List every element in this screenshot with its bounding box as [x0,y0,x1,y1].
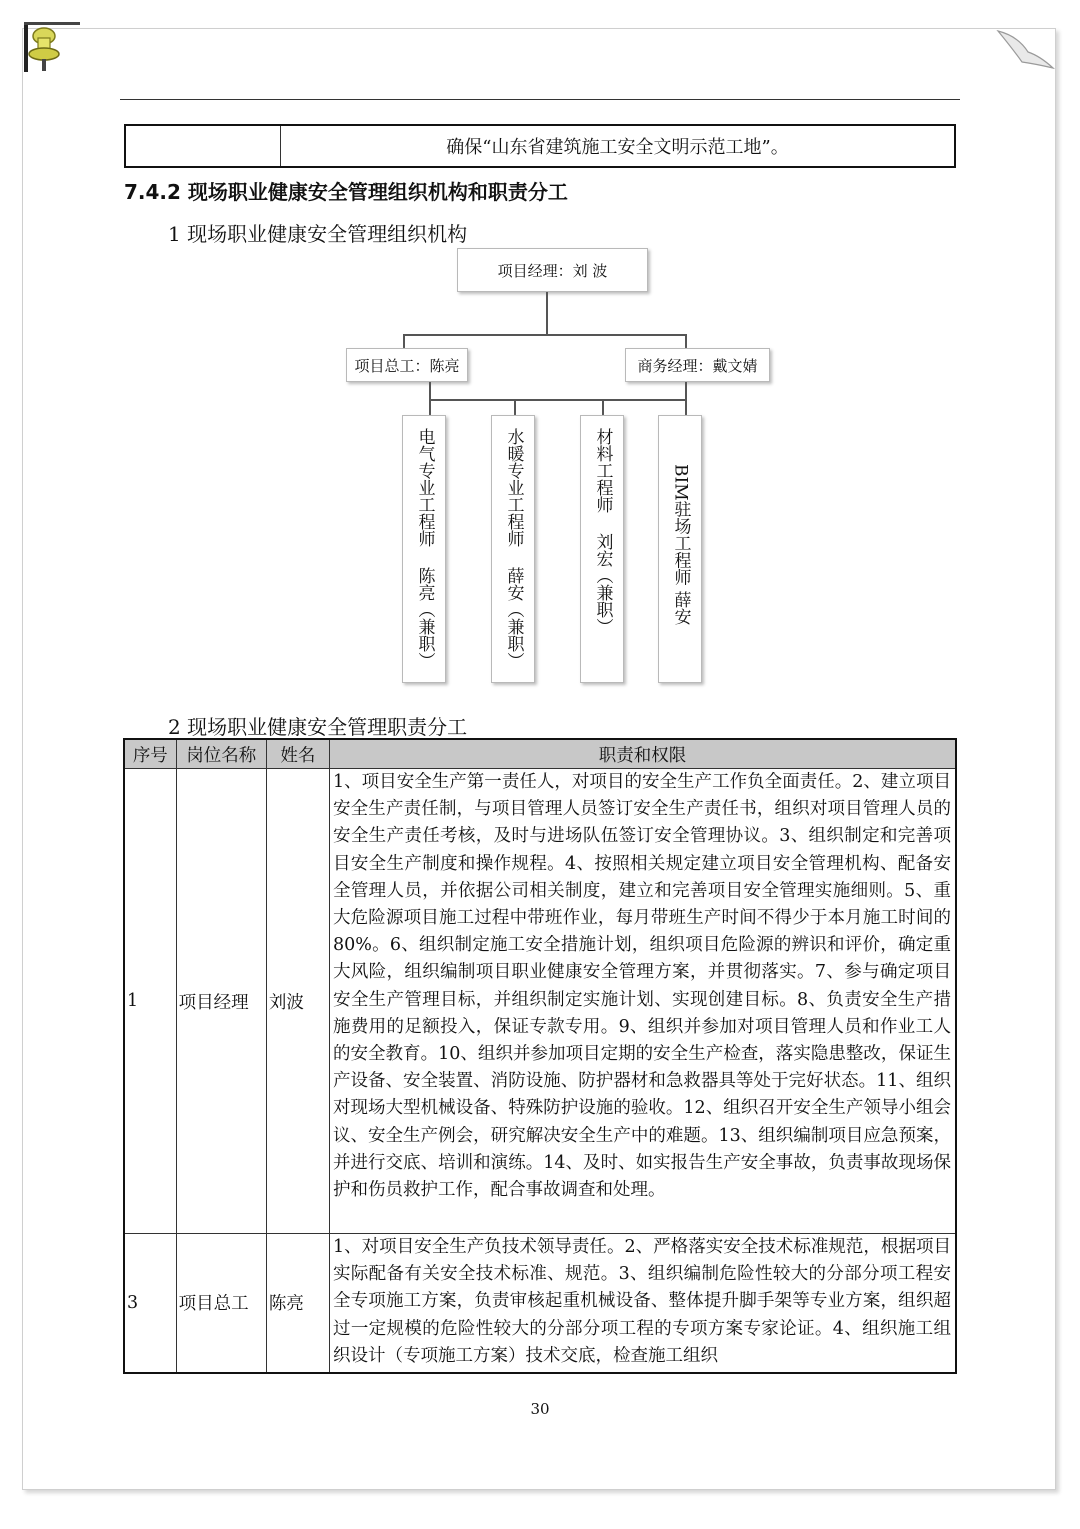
header-name: 姓名 [266,739,329,769]
org-connector [403,334,686,336]
header-no: 序号 [124,739,176,769]
org-node-materials-engineer: 材料工程师 刘宏（兼职） [580,415,624,683]
org-node-hvac-engineer: 水暖专业工程师 薛安（兼职） [491,415,535,683]
org-connector [429,399,686,401]
table-header-row [124,739,956,769]
duty-table [123,738,957,1374]
row-no: 1 [124,769,176,1234]
row-duty: 1、对项目安全生产负技术领导责任。2、严格落实安全技术标准规范，根据项目实际配备有关安全技术标准、规范。3、组织编制危险性较大的分部分项工程安全专项施工方案，负责审核起重机械设备、整体提升脚手架等专业方案，组织超过一定规模的危险性较大的分部分项工程的专项方案专家论证。4、组织施工组织设计（专项施工方案）技术交底，检查施工组织 [329,1234,956,1373]
page-number: 30 [530,1400,550,1418]
top-table-fragment [124,124,956,168]
org-connector [685,399,687,415]
org-connector [514,399,516,415]
row-no: 3 [124,1234,176,1373]
org-connector [546,292,548,334]
org-connector [429,399,431,415]
page-curl-icon [996,28,1056,72]
top-table-empty-cell [126,126,281,166]
table-row [124,1234,956,1373]
row-name: 陈亮 [266,1234,329,1373]
org-connector [685,334,687,348]
row-position: 项目总工 [176,1234,266,1373]
org-connector [429,382,431,400]
org-node-chief-engineer: 项目总工：陈亮 [346,348,468,382]
subsection-duty-table-title: 2 现场职业健康安全管理职责分工 [168,715,468,739]
org-node-electrical-engineer: 电气专业工程师 陈亮（兼职） [402,415,446,683]
header-position: 岗位名称 [176,739,266,769]
push-pin-icon [24,14,84,74]
org-connector [602,399,604,415]
section-title: 7.4.2 现场职业健康安全管理组织机构和职责分工 [124,180,568,204]
row-name: 刘波 [266,769,329,1234]
org-node-project-manager: 项目经理：刘 波 [457,248,648,292]
header-duty: 职责和权限 [329,739,956,769]
org-node-bim-engineer: BIM驻场工程师 薛安 [658,415,702,683]
header-rule [120,99,960,100]
org-connector [685,382,687,400]
org-connector [403,334,405,348]
row-position: 项目经理 [176,769,266,1234]
table-row [124,769,956,1234]
row-duty: 1、项目安全生产第一责任人，对项目的安全生产工作负全面责任。2、建立项目安全生产责任制，与项目管理人员签订安全生产责任书，组织对项目管理人员的安全生产责任考核，及时与进场队伍签订安全管理协议。3、组织制定和完善项目安全生产制度和操作规程。4、按照相关规定建立项目安全管理机构、配备安全管理人员，并依据公司相关制度，建立和完善项目安全管理实施细则。5、重大危险源项目施工过程中带班作业，每月带班生产时间不得少于本月施工时间的80%。6、组织制定施工安全措施计划，组织项目危险源的辨识和评价，确定重大风险，组织编制项目职业健康安全管理方案，并贯彻落实。7、参与确定项目安全生产管理目标，并组织制定实施计划、实现创建目标。8、负责安全生产措施费用的足额投入，保证专款专用。9、组织并参加对项目管理人员和作业工人的安全教育。10、组织并参加项目定期的安全生产检查，落实隐患整改，保证生产设备、安全装置、消防设施、防护器材和急救器具等处于完好状态。11、组织对现场大型机械设备、特殊防护设施的验收。12、组织召开安全生产领导小组会议、安全生产例会，研究解决安全生产中的难题。13、组织编制项目应急预案，并进行交底、培训和演练。14、及时、如实报告生产安全事故，负责事故现场保护和伤员救护工作，配合事故调查和处理。 [329,769,956,1234]
org-node-business-manager: 商务经理：戴文婧 [625,348,770,382]
subsection-org-chart-title: 1 现场职业健康安全管理组织机构 [168,222,468,246]
top-table-text: 确保“山东省建筑施工安全文明示范工地”。 [446,137,789,158]
